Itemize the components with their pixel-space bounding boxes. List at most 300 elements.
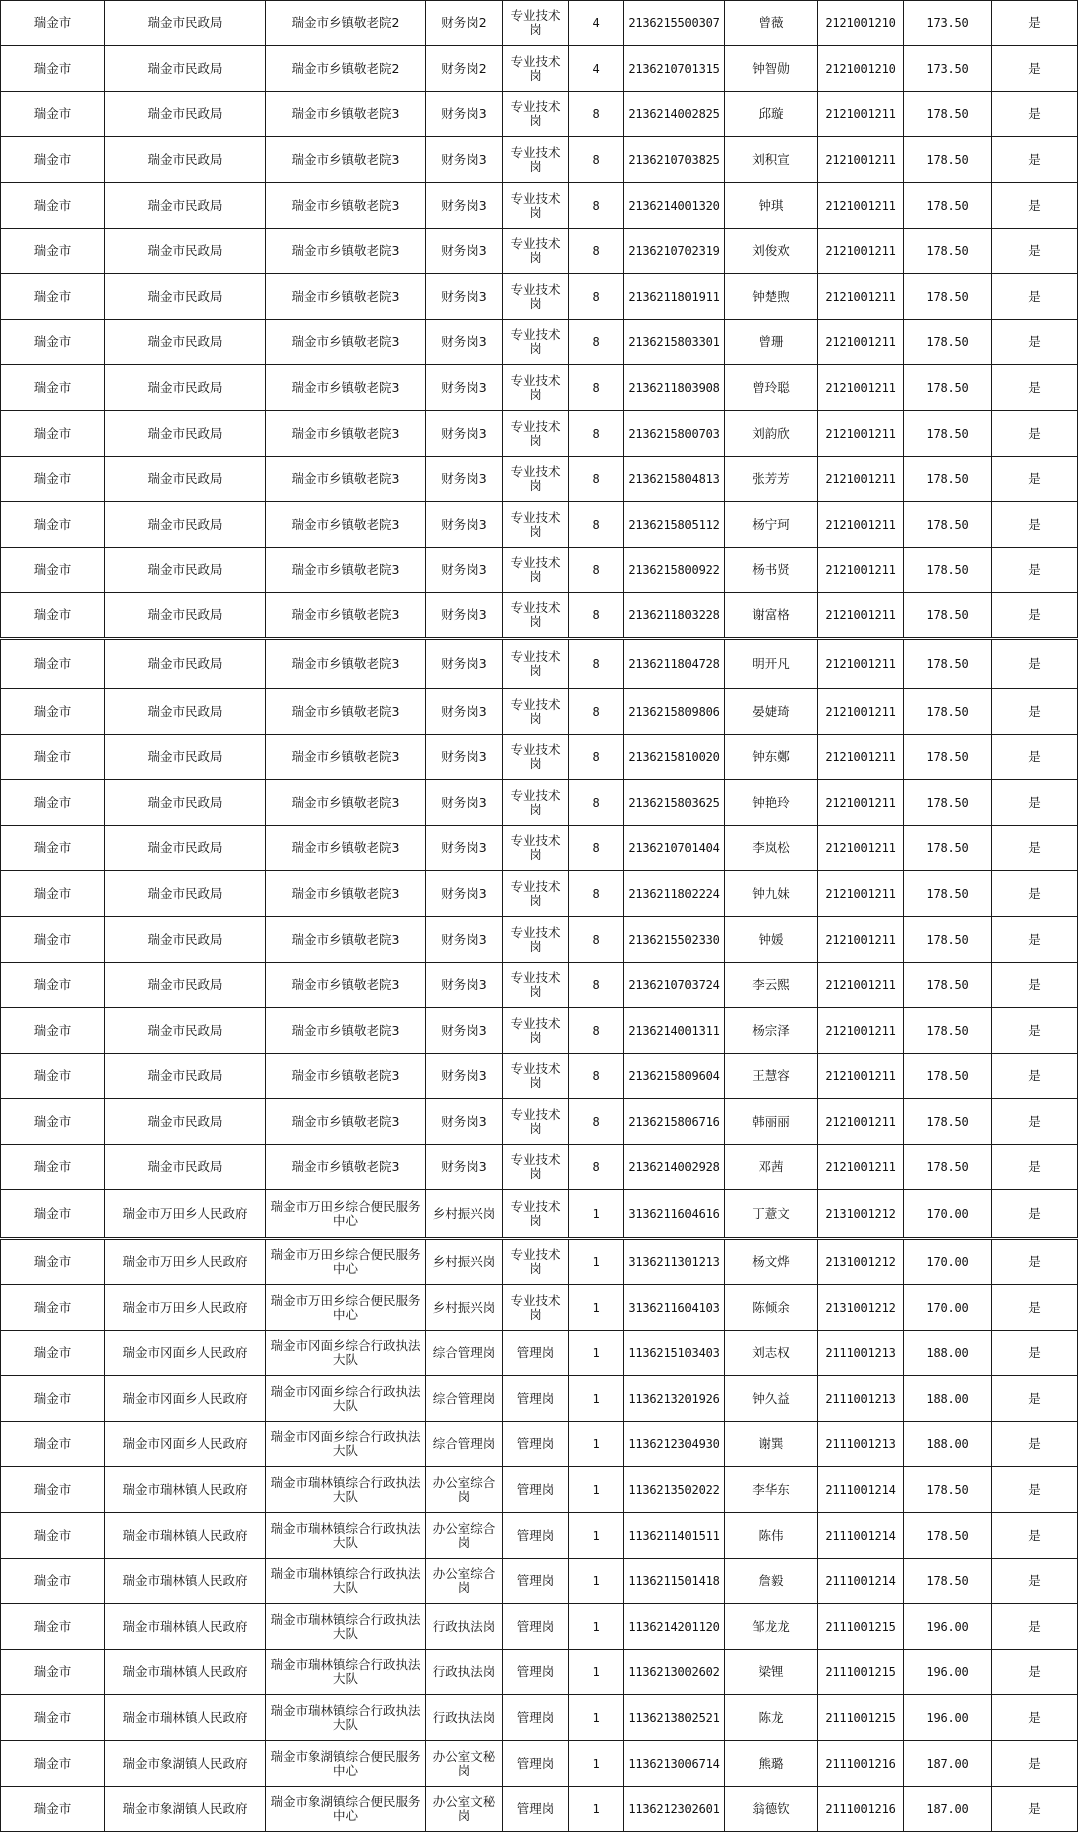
cell-position-code: 2121001211 <box>818 411 904 457</box>
cell-score: 173.50 <box>904 1 992 46</box>
cell-city: 瑞金市 <box>1 1331 105 1376</box>
cell-score: 178.50 <box>904 917 992 963</box>
cell-candidate-name: 李岚松 <box>725 826 818 871</box>
cell-position: 财务岗3 <box>426 137 503 183</box>
cell-unit: 瑞金市万田乡综合便民服务中心 <box>266 1285 426 1331</box>
cell-qualified: 是 <box>992 1008 1078 1054</box>
cell-position-code: 2111001216 <box>818 1787 904 1832</box>
cell-position: 财务岗3 <box>426 274 503 320</box>
cell-quota: 1 <box>569 1559 624 1604</box>
cell-exam-number: 2136215803625 <box>624 780 725 826</box>
cell-candidate-name: 钟智勋 <box>725 46 818 92</box>
cell-exam-number: 2136215809806 <box>624 689 725 735</box>
cell-post-type: 专业技术岗 <box>503 137 569 183</box>
cell-post-type: 专业技术岗 <box>503 502 569 548</box>
cell-qualified: 是 <box>992 457 1078 502</box>
cell-exam-number: 1136212304930 <box>624 1422 725 1467</box>
cell-post-type: 专业技术岗 <box>503 411 569 457</box>
cell-candidate-name: 邹龙龙 <box>725 1604 818 1650</box>
cell-position: 财务岗3 <box>426 1099 503 1145</box>
table-row <box>1 963 1078 1008</box>
cell-post-type: 管理岗 <box>503 1787 569 1832</box>
cell-qualified: 是 <box>992 1331 1078 1376</box>
cell-quota: 8 <box>569 689 624 735</box>
cell-post-type: 管理岗 <box>503 1695 569 1741</box>
cell-unit: 瑞金市乡镇敬老院3 <box>266 689 426 735</box>
cell-department: 瑞金市民政局 <box>105 274 266 320</box>
cell-department: 瑞金市民政局 <box>105 917 266 963</box>
cell-exam-number: 2136215502330 <box>624 917 725 963</box>
cell-candidate-name: 邱璇 <box>725 92 818 137</box>
cell-qualified: 是 <box>992 1422 1078 1467</box>
cell-post-type: 专业技术岗 <box>503 548 569 593</box>
cell-post-type: 专业技术岗 <box>503 917 569 963</box>
cell-quota: 1 <box>569 1741 624 1787</box>
table-row <box>1 1285 1078 1331</box>
cell-qualified: 是 <box>992 689 1078 735</box>
cell-department: 瑞金市民政局 <box>105 1099 266 1145</box>
table-row <box>1 1008 1078 1054</box>
cell-candidate-name: 张芳芳 <box>725 457 818 502</box>
cell-candidate-name: 曾薇 <box>725 1 818 46</box>
cell-score: 178.50 <box>904 92 992 137</box>
cell-score: 178.50 <box>904 1467 992 1513</box>
cell-position: 财务岗3 <box>426 1145 503 1190</box>
cell-position: 办公室综合岗 <box>426 1513 503 1559</box>
cell-quota: 8 <box>569 735 624 780</box>
cell-qualified: 是 <box>992 1376 1078 1422</box>
cell-post-type: 专业技术岗 <box>503 1008 569 1054</box>
cell-quota: 1 <box>569 1787 624 1832</box>
cell-quota: 1 <box>569 1467 624 1513</box>
cell-post-type: 管理岗 <box>503 1559 569 1604</box>
cell-unit: 瑞金市冈面乡综合行政执法大队 <box>266 1331 426 1376</box>
cell-quota: 1 <box>569 1604 624 1650</box>
cell-city: 瑞金市 <box>1 1695 105 1741</box>
cell-qualified: 是 <box>992 826 1078 871</box>
table-row <box>1 1559 1078 1604</box>
cell-department: 瑞金市冈面乡人民政府 <box>105 1422 266 1467</box>
cell-unit: 瑞金市乡镇敬老院3 <box>266 137 426 183</box>
table-row <box>1 1331 1078 1376</box>
cell-qualified: 是 <box>992 593 1078 639</box>
table-row <box>1 183 1078 229</box>
cell-unit: 瑞金市乡镇敬老院2 <box>266 46 426 92</box>
cell-exam-number: 2136215803301 <box>624 320 725 365</box>
cell-department: 瑞金市瑞林镇人民政府 <box>105 1650 266 1695</box>
cell-candidate-name: 钟媛 <box>725 917 818 963</box>
cell-department: 瑞金市民政局 <box>105 593 266 639</box>
cell-candidate-name: 陈伟 <box>725 1513 818 1559</box>
cell-position: 财务岗3 <box>426 1054 503 1099</box>
cell-position-code: 2111001214 <box>818 1559 904 1604</box>
cell-city: 瑞金市 <box>1 502 105 548</box>
cell-score: 178.50 <box>904 411 992 457</box>
cell-city: 瑞金市 <box>1 1054 105 1099</box>
cell-score: 178.50 <box>904 1099 992 1145</box>
cell-unit: 瑞金市冈面乡综合行政执法大队 <box>266 1376 426 1422</box>
cell-city: 瑞金市 <box>1 1741 105 1787</box>
cell-quota: 1 <box>569 1331 624 1376</box>
cell-unit: 瑞金市乡镇敬老院3 <box>266 457 426 502</box>
cell-position-code: 2111001216 <box>818 1741 904 1787</box>
cell-exam-number: 1136212302601 <box>624 1787 725 1832</box>
cell-exam-number: 2136215500307 <box>624 1 725 46</box>
cell-department: 瑞金市民政局 <box>105 639 266 689</box>
cell-position-code: 2121001211 <box>818 917 904 963</box>
cell-position-code: 2121001211 <box>818 320 904 365</box>
cell-score: 178.50 <box>904 365 992 411</box>
cell-candidate-name: 谢富格 <box>725 593 818 639</box>
cell-unit: 瑞金市乡镇敬老院3 <box>266 1145 426 1190</box>
cell-candidate-name: 刘韵欣 <box>725 411 818 457</box>
cell-score: 178.50 <box>904 229 992 274</box>
table-row <box>1 229 1078 274</box>
cell-position-code: 2121001211 <box>818 1008 904 1054</box>
cell-score: 188.00 <box>904 1422 992 1467</box>
cell-position-code: 2131001212 <box>818 1190 904 1239</box>
table-row <box>1 1604 1078 1650</box>
cell-quota: 8 <box>569 229 624 274</box>
cell-qualified: 是 <box>992 639 1078 689</box>
cell-exam-number: 1136213006714 <box>624 1741 725 1787</box>
cell-quota: 8 <box>569 1145 624 1190</box>
cell-city: 瑞金市 <box>1 1422 105 1467</box>
cell-score: 178.50 <box>904 689 992 735</box>
cell-qualified: 是 <box>992 1285 1078 1331</box>
cell-candidate-name: 杨宗泽 <box>725 1008 818 1054</box>
cell-qualified: 是 <box>992 735 1078 780</box>
cell-candidate-name: 梁锂 <box>725 1650 818 1695</box>
cell-position-code: 2111001215 <box>818 1650 904 1695</box>
cell-city: 瑞金市 <box>1 1145 105 1190</box>
cell-position-code: 2121001210 <box>818 1 904 46</box>
cell-score: 173.50 <box>904 46 992 92</box>
cell-score: 178.50 <box>904 826 992 871</box>
cell-score: 178.50 <box>904 320 992 365</box>
cell-candidate-name: 杨宁珂 <box>725 502 818 548</box>
cell-position: 财务岗3 <box>426 826 503 871</box>
cell-qualified: 是 <box>992 1099 1078 1145</box>
cell-post-type: 专业技术岗 <box>503 1 569 46</box>
cell-position-code: 2121001211 <box>818 963 904 1008</box>
cell-department: 瑞金市民政局 <box>105 137 266 183</box>
cell-exam-number: 1136214201120 <box>624 1604 725 1650</box>
cell-unit: 瑞金市乡镇敬老院3 <box>266 963 426 1008</box>
cell-unit: 瑞金市冈面乡综合行政执法大队 <box>266 1422 426 1467</box>
cell-quota: 1 <box>569 1376 624 1422</box>
cell-quota: 8 <box>569 826 624 871</box>
cell-position: 财务岗3 <box>426 229 503 274</box>
cell-unit: 瑞金市瑞林镇综合行政执法大队 <box>266 1559 426 1604</box>
cell-post-type: 专业技术岗 <box>503 1145 569 1190</box>
cell-city: 瑞金市 <box>1 1787 105 1832</box>
cell-unit: 瑞金市乡镇敬老院3 <box>266 917 426 963</box>
cell-score: 178.50 <box>904 137 992 183</box>
cell-city: 瑞金市 <box>1 689 105 735</box>
cell-post-type: 管理岗 <box>503 1604 569 1650</box>
cell-unit: 瑞金市象湖镇综合便民服务中心 <box>266 1741 426 1787</box>
cell-score: 178.50 <box>904 457 992 502</box>
cell-post-type: 专业技术岗 <box>503 735 569 780</box>
cell-qualified: 是 <box>992 1513 1078 1559</box>
cell-city: 瑞金市 <box>1 917 105 963</box>
cell-qualified: 是 <box>992 1145 1078 1190</box>
cell-position: 财务岗3 <box>426 183 503 229</box>
cell-position: 财务岗3 <box>426 780 503 826</box>
table-row <box>1 1099 1078 1145</box>
table-row <box>1 735 1078 780</box>
cell-score: 178.50 <box>904 1145 992 1190</box>
cell-department: 瑞金市万田乡人民政府 <box>105 1285 266 1331</box>
cell-city: 瑞金市 <box>1 457 105 502</box>
cell-post-type: 专业技术岗 <box>503 593 569 639</box>
cell-score: 196.00 <box>904 1695 992 1741</box>
cell-qualified: 是 <box>992 1741 1078 1787</box>
cell-city: 瑞金市 <box>1 548 105 593</box>
cell-post-type: 专业技术岗 <box>503 963 569 1008</box>
cell-score: 178.50 <box>904 183 992 229</box>
cell-candidate-name: 曾玲聪 <box>725 365 818 411</box>
cell-post-type: 专业技术岗 <box>503 1285 569 1331</box>
cell-unit: 瑞金市乡镇敬老院3 <box>266 826 426 871</box>
cell-position: 财务岗3 <box>426 320 503 365</box>
cell-candidate-name: 钟九妹 <box>725 871 818 917</box>
cell-unit: 瑞金市乡镇敬老院3 <box>266 871 426 917</box>
cell-score: 178.50 <box>904 502 992 548</box>
cell-city: 瑞金市 <box>1 780 105 826</box>
cell-post-type: 专业技术岗 <box>503 1099 569 1145</box>
cell-qualified: 是 <box>992 1650 1078 1695</box>
cell-quota: 8 <box>569 593 624 639</box>
cell-department: 瑞金市民政局 <box>105 183 266 229</box>
cell-position-code: 2121001210 <box>818 46 904 92</box>
cell-department: 瑞金市民政局 <box>105 1145 266 1190</box>
cell-city: 瑞金市 <box>1 826 105 871</box>
cell-candidate-name: 李华东 <box>725 1467 818 1513</box>
cell-position-code: 2131001212 <box>818 1239 904 1285</box>
cell-qualified: 是 <box>992 917 1078 963</box>
cell-position-code: 2121001211 <box>818 274 904 320</box>
table-row <box>1 320 1078 365</box>
cell-position-code: 2121001211 <box>818 502 904 548</box>
cell-exam-number: 2136210701315 <box>624 46 725 92</box>
cell-position-code: 2111001213 <box>818 1331 904 1376</box>
cell-candidate-name: 熊璐 <box>725 1741 818 1787</box>
cell-score: 178.50 <box>904 963 992 1008</box>
cell-unit: 瑞金市乡镇敬老院3 <box>266 92 426 137</box>
cell-candidate-name: 钟艳玲 <box>725 780 818 826</box>
table-row <box>1 593 1078 639</box>
cell-quota: 8 <box>569 871 624 917</box>
cell-quota: 4 <box>569 46 624 92</box>
cell-city: 瑞金市 <box>1 1559 105 1604</box>
cell-position: 财务岗3 <box>426 92 503 137</box>
table-row <box>1 1 1078 46</box>
cell-candidate-name: 钟琪 <box>725 183 818 229</box>
cell-exam-number: 1136213802521 <box>624 1695 725 1741</box>
cell-position: 乡村振兴岗 <box>426 1190 503 1239</box>
cell-exam-number: 2136215809604 <box>624 1054 725 1099</box>
cell-qualified: 是 <box>992 1239 1078 1285</box>
cell-qualified: 是 <box>992 871 1078 917</box>
cell-quota: 8 <box>569 1008 624 1054</box>
cell-exam-number: 3136211604103 <box>624 1285 725 1331</box>
cell-score: 196.00 <box>904 1650 992 1695</box>
cell-score: 187.00 <box>904 1741 992 1787</box>
table-row <box>1 1787 1078 1832</box>
cell-candidate-name: 李云熙 <box>725 963 818 1008</box>
cell-post-type: 管理岗 <box>503 1741 569 1787</box>
table-row <box>1 1695 1078 1741</box>
cell-candidate-name: 刘积宣 <box>725 137 818 183</box>
cell-qualified: 是 <box>992 274 1078 320</box>
cell-qualified: 是 <box>992 548 1078 593</box>
cell-department: 瑞金市民政局 <box>105 826 266 871</box>
cell-candidate-name: 谢巽 <box>725 1422 818 1467</box>
cell-city: 瑞金市 <box>1 1285 105 1331</box>
cell-position-code: 2121001211 <box>818 826 904 871</box>
cell-post-type: 专业技术岗 <box>503 183 569 229</box>
cell-department: 瑞金市瑞林镇人民政府 <box>105 1559 266 1604</box>
cell-position: 财务岗2 <box>426 46 503 92</box>
table-row <box>1 46 1078 92</box>
cell-post-type: 管理岗 <box>503 1376 569 1422</box>
table-row <box>1 639 1078 689</box>
cell-unit: 瑞金市乡镇敬老院3 <box>266 639 426 689</box>
cell-position: 财务岗3 <box>426 963 503 1008</box>
cell-unit: 瑞金市乡镇敬老院3 <box>266 183 426 229</box>
cell-qualified: 是 <box>992 1054 1078 1099</box>
cell-department: 瑞金市民政局 <box>105 229 266 274</box>
cell-position-code: 2111001215 <box>818 1604 904 1650</box>
cell-city: 瑞金市 <box>1 183 105 229</box>
cell-department: 瑞金市民政局 <box>105 365 266 411</box>
cell-post-type: 专业技术岗 <box>503 92 569 137</box>
cell-city: 瑞金市 <box>1 1239 105 1285</box>
cell-department: 瑞金市民政局 <box>105 320 266 365</box>
cell-qualified: 是 <box>992 1695 1078 1741</box>
cell-score: 178.50 <box>904 1054 992 1099</box>
cell-position: 财务岗3 <box>426 593 503 639</box>
cell-post-type: 专业技术岗 <box>503 457 569 502</box>
cell-score: 178.50 <box>904 780 992 826</box>
table-row <box>1 871 1078 917</box>
cell-score: 178.50 <box>904 274 992 320</box>
cell-exam-number: 2136214002928 <box>624 1145 725 1190</box>
table-row <box>1 548 1078 593</box>
table-row <box>1 1467 1078 1513</box>
cell-position-code: 2111001214 <box>818 1467 904 1513</box>
cell-quota: 8 <box>569 183 624 229</box>
cell-qualified: 是 <box>992 1190 1078 1239</box>
cell-unit: 瑞金市瑞林镇综合行政执法大队 <box>266 1650 426 1695</box>
cell-quota: 1 <box>569 1239 624 1285</box>
cell-position-code: 2121001211 <box>818 689 904 735</box>
cell-position-code: 2121001211 <box>818 1145 904 1190</box>
cell-department: 瑞金市民政局 <box>105 548 266 593</box>
cell-position: 综合管理岗 <box>426 1331 503 1376</box>
table-row <box>1 1239 1078 1285</box>
cell-unit: 瑞金市乡镇敬老院3 <box>266 593 426 639</box>
cell-post-type: 专业技术岗 <box>503 320 569 365</box>
cell-candidate-name: 陈龙 <box>725 1695 818 1741</box>
cell-unit: 瑞金市乡镇敬老院3 <box>266 548 426 593</box>
cell-score: 188.00 <box>904 1331 992 1376</box>
cell-department: 瑞金市冈面乡人民政府 <box>105 1376 266 1422</box>
cell-position: 乡村振兴岗 <box>426 1239 503 1285</box>
cell-exam-number: 1136211401511 <box>624 1513 725 1559</box>
cell-position: 办公室文秘岗 <box>426 1787 503 1832</box>
cell-post-type: 专业技术岗 <box>503 871 569 917</box>
cell-quota: 8 <box>569 92 624 137</box>
cell-position-code: 2121001211 <box>818 780 904 826</box>
cell-quota: 8 <box>569 502 624 548</box>
cell-position-code: 2121001211 <box>818 183 904 229</box>
cell-quota: 8 <box>569 274 624 320</box>
cell-candidate-name: 明开凡 <box>725 639 818 689</box>
cell-position-code: 2121001211 <box>818 735 904 780</box>
cell-exam-number: 2136210703724 <box>624 963 725 1008</box>
cell-department: 瑞金市民政局 <box>105 502 266 548</box>
cell-position: 办公室综合岗 <box>426 1559 503 1604</box>
cell-position-code: 2111001214 <box>818 1513 904 1559</box>
cell-post-type: 专业技术岗 <box>503 1054 569 1099</box>
cell-post-type: 专业技术岗 <box>503 1190 569 1239</box>
cell-department: 瑞金市民政局 <box>105 457 266 502</box>
cell-department: 瑞金市民政局 <box>105 411 266 457</box>
cell-unit: 瑞金市乡镇敬老院3 <box>266 411 426 457</box>
cell-qualified: 是 <box>992 365 1078 411</box>
cell-city: 瑞金市 <box>1 411 105 457</box>
cell-qualified: 是 <box>992 1787 1078 1832</box>
cell-exam-number: 2136215810020 <box>624 735 725 780</box>
cell-position-code: 2111001213 <box>818 1376 904 1422</box>
cell-exam-number: 2136214002825 <box>624 92 725 137</box>
cell-quota: 1 <box>569 1695 624 1741</box>
cell-city: 瑞金市 <box>1 365 105 411</box>
cell-city: 瑞金市 <box>1 871 105 917</box>
cell-qualified: 是 <box>992 92 1078 137</box>
cell-exam-number: 3136211604616 <box>624 1190 725 1239</box>
cell-city: 瑞金市 <box>1 1008 105 1054</box>
cell-unit: 瑞金市万田乡综合便民服务中心 <box>266 1239 426 1285</box>
table-row <box>1 917 1078 963</box>
cell-post-type: 管理岗 <box>503 1331 569 1376</box>
cell-qualified: 是 <box>992 320 1078 365</box>
cell-department: 瑞金市民政局 <box>105 1008 266 1054</box>
cell-exam-number: 2136210702319 <box>624 229 725 274</box>
cell-quota: 8 <box>569 780 624 826</box>
cell-candidate-name: 韩丽丽 <box>725 1099 818 1145</box>
cell-quota: 8 <box>569 1054 624 1099</box>
cell-quota: 1 <box>569 1190 624 1239</box>
cell-city: 瑞金市 <box>1 1376 105 1422</box>
cell-exam-number: 2136215804813 <box>624 457 725 502</box>
cell-score: 187.00 <box>904 1787 992 1832</box>
cell-city: 瑞金市 <box>1 639 105 689</box>
cell-department: 瑞金市民政局 <box>105 689 266 735</box>
cell-position: 财务岗3 <box>426 639 503 689</box>
table-row <box>1 1054 1078 1099</box>
cell-position: 乡村振兴岗 <box>426 1285 503 1331</box>
cell-city: 瑞金市 <box>1 963 105 1008</box>
table-row <box>1 457 1078 502</box>
cell-exam-number: 2136211804728 <box>624 639 725 689</box>
cell-candidate-name: 钟东鄭 <box>725 735 818 780</box>
cell-candidate-name: 杨文烨 <box>725 1239 818 1285</box>
cell-city: 瑞金市 <box>1 1467 105 1513</box>
